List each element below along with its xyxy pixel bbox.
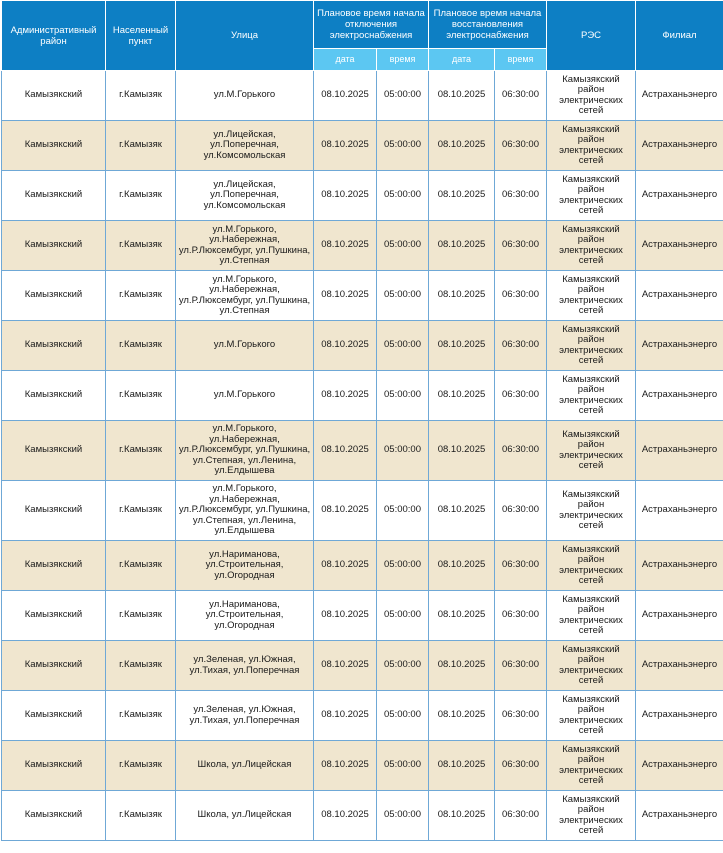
cell-locality: г.Камызяк: [106, 221, 176, 271]
cell-branch: Астраханьэнерго: [636, 121, 723, 171]
cell-res: Камызякский район электрических сетей: [547, 371, 636, 421]
cell-on-date: 08.10.2025: [429, 371, 495, 421]
cell-street: Школа, ул.Лицейская: [176, 741, 314, 791]
cell-on-time: 06:30:00: [495, 171, 547, 221]
table-row: [2, 71, 723, 121]
cell-district: Камызякский: [2, 691, 106, 741]
header-res: РЭС: [547, 1, 636, 71]
table-row: [2, 221, 723, 271]
cell-branch: Астраханьэнерго: [636, 171, 723, 221]
cell-district: Камызякский: [2, 591, 106, 641]
cell-res: Камызякский район электрических сетей: [547, 271, 636, 321]
cell-off-time: 05:00:00: [377, 71, 429, 121]
cell-res: Камызякский район электрических сетей: [547, 691, 636, 741]
cell-off-date: 08.10.2025: [314, 591, 377, 641]
cell-locality: г.Камызяк: [106, 321, 176, 371]
cell-locality: г.Камызяк: [106, 271, 176, 321]
cell-street: Школа, ул.Лицейская: [176, 791, 314, 841]
cell-on-date: 08.10.2025: [429, 591, 495, 641]
cell-res: Камызякский район электрических сетей: [547, 221, 636, 271]
cell-locality: г.Камызяк: [106, 371, 176, 421]
cell-street: ул.М.Горького, ул.Набережная, ул.Р.Люксембург, ул.Пушкина, ул.Степная, ул.Ленина, ул.Елдышева: [176, 421, 314, 481]
cell-on-date: 08.10.2025: [429, 321, 495, 371]
table-row: [2, 481, 723, 541]
cell-locality: г.Камызяк: [106, 541, 176, 591]
cell-street: ул.Нариманова, ул.Строительная, ул.Огородная: [176, 541, 314, 591]
cell-on-time: 06:30:00: [495, 541, 547, 591]
cell-district: Камызякский: [2, 481, 106, 541]
cell-branch: Астраханьэнерго: [636, 641, 723, 691]
cell-branch: Астраханьэнерго: [636, 541, 723, 591]
cell-off-time: 05:00:00: [377, 421, 429, 481]
table-row: [2, 171, 723, 221]
subheader-off-date: дата: [314, 49, 377, 71]
cell-off-time: 05:00:00: [377, 121, 429, 171]
table-row: [2, 541, 723, 591]
header-row: [2, 1, 723, 49]
cell-on-time: 06:30:00: [495, 71, 547, 121]
cell-branch: Астраханьэнерго: [636, 691, 723, 741]
header-branch: Филиал: [636, 1, 723, 71]
cell-off-time: 05:00:00: [377, 741, 429, 791]
cell-district: Камызякский: [2, 741, 106, 791]
cell-off-date: 08.10.2025: [314, 221, 377, 271]
header-restore-start: Плановое время начала восстановления электроснабжения: [429, 1, 547, 49]
cell-off-time: 05:00:00: [377, 171, 429, 221]
cell-on-time: 06:30:00: [495, 221, 547, 271]
cell-district: Камызякский: [2, 121, 106, 171]
cell-on-date: 08.10.2025: [429, 741, 495, 791]
cell-off-time: 05:00:00: [377, 321, 429, 371]
cell-branch: Астраханьэнерго: [636, 321, 723, 371]
cell-on-date: 08.10.2025: [429, 641, 495, 691]
cell-branch: Астраханьэнерго: [636, 221, 723, 271]
header-locality: Населенный пункт: [106, 1, 176, 71]
cell-street: ул.М.Горького, ул.Набережная, ул.Р.Люксембург, ул.Пушкина, ул.Степная: [176, 271, 314, 321]
cell-off-time: 05:00:00: [377, 481, 429, 541]
cell-street: ул.М.Горького, ул.Набережная, ул.Р.Люксембург, ул.Пушкина, ул.Степная: [176, 221, 314, 271]
cell-on-date: 08.10.2025: [429, 221, 495, 271]
cell-on-date: 08.10.2025: [429, 481, 495, 541]
cell-district: Камызякский: [2, 271, 106, 321]
cell-locality: г.Камызяк: [106, 121, 176, 171]
table-row: [2, 591, 723, 641]
cell-street: ул.М.Горького: [176, 321, 314, 371]
cell-on-time: 06:30:00: [495, 371, 547, 421]
cell-off-date: 08.10.2025: [314, 321, 377, 371]
cell-on-time: 06:30:00: [495, 271, 547, 321]
table-body: [2, 71, 723, 841]
cell-on-time: 06:30:00: [495, 421, 547, 481]
subheader-off-time: время: [377, 49, 429, 71]
table-row: [2, 121, 723, 171]
table-row: [2, 321, 723, 371]
table-row: [2, 421, 723, 481]
cell-on-date: 08.10.2025: [429, 171, 495, 221]
cell-street: ул.М.Горького: [176, 371, 314, 421]
cell-district: Камызякский: [2, 641, 106, 691]
cell-on-date: 08.10.2025: [429, 541, 495, 591]
header-district: Административный район: [2, 1, 106, 71]
cell-res: Камызякский район электрических сетей: [547, 591, 636, 641]
cell-branch: Астраханьэнерго: [636, 791, 723, 841]
cell-off-time: 05:00:00: [377, 591, 429, 641]
cell-branch: Астраханьэнерго: [636, 481, 723, 541]
cell-on-date: 08.10.2025: [429, 421, 495, 481]
cell-off-date: 08.10.2025: [314, 121, 377, 171]
cell-on-time: 06:30:00: [495, 321, 547, 371]
cell-on-time: 06:30:00: [495, 121, 547, 171]
outage-schedule-table: [1, 0, 723, 841]
cell-on-date: 08.10.2025: [429, 271, 495, 321]
cell-branch: Астраханьэнерго: [636, 421, 723, 481]
header-street: Улица: [176, 1, 314, 71]
cell-locality: г.Камызяк: [106, 741, 176, 791]
subheader-on-date: дата: [429, 49, 495, 71]
cell-locality: г.Камызяк: [106, 641, 176, 691]
cell-res: Камызякский район электрических сетей: [547, 121, 636, 171]
cell-off-date: 08.10.2025: [314, 71, 377, 121]
table-row: [2, 691, 723, 741]
cell-street: ул.Нариманова, ул.Строительная, ул.Огородная: [176, 591, 314, 641]
cell-district: Камызякский: [2, 221, 106, 271]
cell-locality: г.Камызяк: [106, 591, 176, 641]
cell-res: Камызякский район электрических сетей: [547, 541, 636, 591]
cell-off-date: 08.10.2025: [314, 691, 377, 741]
cell-off-date: 08.10.2025: [314, 541, 377, 591]
cell-res: Камызякский район электрических сетей: [547, 71, 636, 121]
cell-off-time: 05:00:00: [377, 791, 429, 841]
table-row: [2, 641, 723, 691]
cell-off-time: 05:00:00: [377, 691, 429, 741]
subheader-on-time: время: [495, 49, 547, 71]
table-row: [2, 741, 723, 791]
cell-branch: Астраханьэнерго: [636, 371, 723, 421]
cell-off-time: 05:00:00: [377, 541, 429, 591]
cell-locality: г.Камызяк: [106, 791, 176, 841]
cell-district: Камызякский: [2, 371, 106, 421]
cell-off-time: 05:00:00: [377, 221, 429, 271]
cell-off-date: 08.10.2025: [314, 481, 377, 541]
cell-off-date: 08.10.2025: [314, 741, 377, 791]
cell-street: ул.Лицейская, ул.Поперечная, ул.Комсомольская: [176, 171, 314, 221]
cell-off-date: 08.10.2025: [314, 791, 377, 841]
cell-on-date: 08.10.2025: [429, 71, 495, 121]
cell-branch: Астраханьэнерго: [636, 591, 723, 641]
cell-district: Камызякский: [2, 541, 106, 591]
cell-street: ул.Зеленая, ул.Южная, ул.Тихая, ул.Поперечная: [176, 691, 314, 741]
cell-branch: Астраханьэнерго: [636, 271, 723, 321]
cell-street: ул.Зеленая, ул.Южная, ул.Тихая, ул.Поперечная: [176, 641, 314, 691]
cell-res: Камызякский район электрических сетей: [547, 641, 636, 691]
cell-on-time: 06:30:00: [495, 641, 547, 691]
table-row: [2, 371, 723, 421]
cell-off-date: 08.10.2025: [314, 421, 377, 481]
cell-res: Камызякский район электрических сетей: [547, 421, 636, 481]
cell-on-time: 06:30:00: [495, 741, 547, 791]
cell-on-date: 08.10.2025: [429, 121, 495, 171]
cell-off-date: 08.10.2025: [314, 271, 377, 321]
cell-district: Камызякский: [2, 171, 106, 221]
cell-off-date: 08.10.2025: [314, 641, 377, 691]
cell-locality: г.Камызяк: [106, 171, 176, 221]
cell-res: Камызякский район электрических сетей: [547, 481, 636, 541]
cell-district: Камызякский: [2, 321, 106, 371]
cell-locality: г.Камызяк: [106, 71, 176, 121]
cell-on-time: 06:30:00: [495, 481, 547, 541]
cell-off-date: 08.10.2025: [314, 171, 377, 221]
cell-district: Камызякский: [2, 791, 106, 841]
cell-street: ул.М.Горького, ул.Набережная, ул.Р.Люксембург, ул.Пушкина, ул.Степная, ул.Ленина, ул.Елдышева: [176, 481, 314, 541]
cell-locality: г.Камызяк: [106, 421, 176, 481]
cell-branch: Астраханьэнерго: [636, 741, 723, 791]
cell-street: ул.М.Горького: [176, 71, 314, 121]
cell-res: Камызякский район электрических сетей: [547, 741, 636, 791]
cell-district: Камызякский: [2, 71, 106, 121]
cell-off-time: 05:00:00: [377, 641, 429, 691]
cell-street: ул.Лицейская, ул.Поперечная, ул.Комсомольская: [176, 121, 314, 171]
cell-res: Камызякский район электрических сетей: [547, 171, 636, 221]
cell-locality: г.Камызяк: [106, 481, 176, 541]
cell-on-time: 06:30:00: [495, 691, 547, 741]
cell-on-time: 06:30:00: [495, 791, 547, 841]
cell-res: Камызякский район электрических сетей: [547, 791, 636, 841]
table-row: [2, 271, 723, 321]
cell-branch: Астраханьэнерго: [636, 71, 723, 121]
cell-on-date: 08.10.2025: [429, 791, 495, 841]
table-row: [2, 791, 723, 841]
cell-off-date: 08.10.2025: [314, 371, 377, 421]
header-outage-start: Плановое время начала отключения электроснабжения: [314, 1, 429, 49]
cell-district: Камызякский: [2, 421, 106, 481]
cell-locality: г.Камызяк: [106, 691, 176, 741]
cell-on-date: 08.10.2025: [429, 691, 495, 741]
cell-on-time: 06:30:00: [495, 591, 547, 641]
cell-off-time: 05:00:00: [377, 371, 429, 421]
cell-res: Камызякский район электрических сетей: [547, 321, 636, 371]
cell-off-time: 05:00:00: [377, 271, 429, 321]
